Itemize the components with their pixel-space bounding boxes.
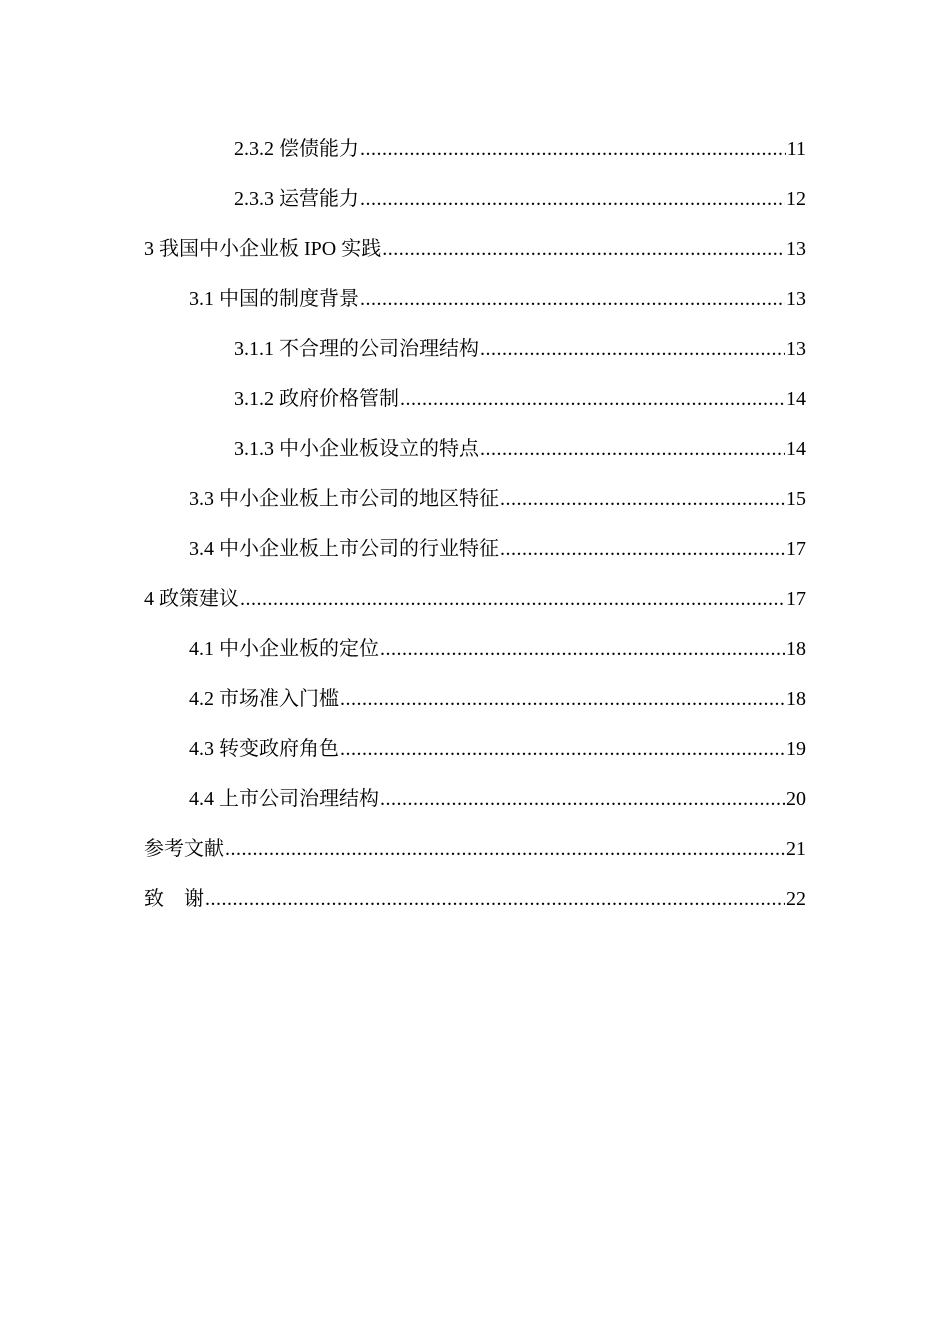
toc-entry-4-1[interactable] [144, 624, 806, 674]
dot-leader [480, 424, 785, 474]
dot-leader [382, 224, 785, 274]
dot-leader [380, 624, 785, 674]
toc-entry-references[interactable] [144, 824, 806, 874]
toc-entry-title: 4.3 转变政府角色 [189, 738, 339, 760]
toc-entry-page: 13 [786, 338, 806, 360]
dot-leader [500, 474, 785, 524]
toc-entry-title: 3.1.3 中小企业板设立的特点 [234, 438, 479, 460]
toc-entry-page: 12 [786, 188, 806, 210]
toc-entry-3-1[interactable] [144, 274, 806, 324]
dot-leader [240, 574, 785, 624]
toc-entry-title: 4 政策建议 [144, 588, 239, 610]
dot-leader [225, 824, 785, 874]
toc-entry-4-4[interactable] [144, 774, 806, 824]
dot-leader [360, 274, 785, 324]
toc-entry-4-2[interactable] [144, 674, 806, 724]
toc-entry-3-1-2[interactable] [144, 374, 806, 424]
dot-leader [380, 774, 785, 824]
dot-leader [500, 524, 785, 574]
toc-entry-title: 参考文献 [144, 838, 224, 860]
toc-entry-page: 15 [786, 488, 806, 510]
dot-leader [400, 374, 785, 424]
toc-entry-page: 18 [786, 638, 806, 660]
toc-entry-3-1-3[interactable] [144, 424, 806, 474]
toc-entry-page: 22 [786, 888, 806, 910]
dot-leader [340, 724, 785, 774]
dot-leader [205, 874, 785, 924]
toc-entry-title: 4.2 市场准入门槛 [189, 688, 339, 710]
toc-entry-page: 17 [786, 588, 806, 610]
toc-entry-title: 3.1.1 不合理的公司治理结构 [234, 338, 479, 360]
toc-entry-title: 2.3.2 偿债能力 [234, 138, 359, 160]
toc-entry-page: 20 [786, 788, 806, 810]
toc-entry-page: 18 [786, 688, 806, 710]
toc-entry-title: 3.1 中国的制度背景 [189, 288, 359, 310]
toc-entry-2-3-2[interactable] [144, 124, 806, 174]
toc-entry-3-3[interactable] [144, 474, 806, 524]
dot-leader [340, 674, 785, 724]
toc-entry-title: 4.4 上市公司治理结构 [189, 788, 379, 810]
toc-entry-4[interactable] [144, 574, 806, 624]
dot-leader [480, 324, 785, 374]
toc-entry-page: 11 [786, 138, 806, 160]
toc-entry-title: 2.3.3 运营能力 [234, 188, 359, 210]
toc-entry-acknowledgements[interactable] [144, 874, 806, 924]
dot-leader [360, 124, 786, 174]
toc-entry-page: 13 [786, 238, 806, 260]
toc-entry-page: 14 [786, 388, 806, 410]
toc-entry-4-3[interactable] [144, 724, 806, 774]
toc-entry-2-3-3[interactable] [144, 174, 806, 224]
toc-entry-title: 4.1 中小企业板的定位 [189, 638, 379, 660]
toc-entry-title: 3.4 中小企业板上市公司的行业特征 [189, 538, 499, 560]
toc-entry-title: 3.1.2 政府价格管制 [234, 388, 399, 410]
toc-entry-page: 19 [786, 738, 806, 760]
toc-entry-title: 致 谢 [144, 888, 204, 910]
toc-entry-page: 21 [786, 838, 806, 860]
toc-entry-title: 3 我国中小企业板 IPO 实践 [144, 238, 382, 260]
table-of-contents [144, 124, 806, 924]
toc-entry-page: 13 [786, 288, 806, 310]
toc-entry-title: 3.3 中小企业板上市公司的地区特征 [189, 488, 499, 510]
toc-entry-page: 14 [786, 438, 806, 460]
toc-entry-3-1-1[interactable] [144, 324, 806, 374]
toc-entry-3[interactable] [144, 224, 806, 274]
dot-leader [360, 174, 785, 224]
toc-entry-page: 17 [786, 538, 806, 560]
toc-entry-3-4[interactable] [144, 524, 806, 574]
